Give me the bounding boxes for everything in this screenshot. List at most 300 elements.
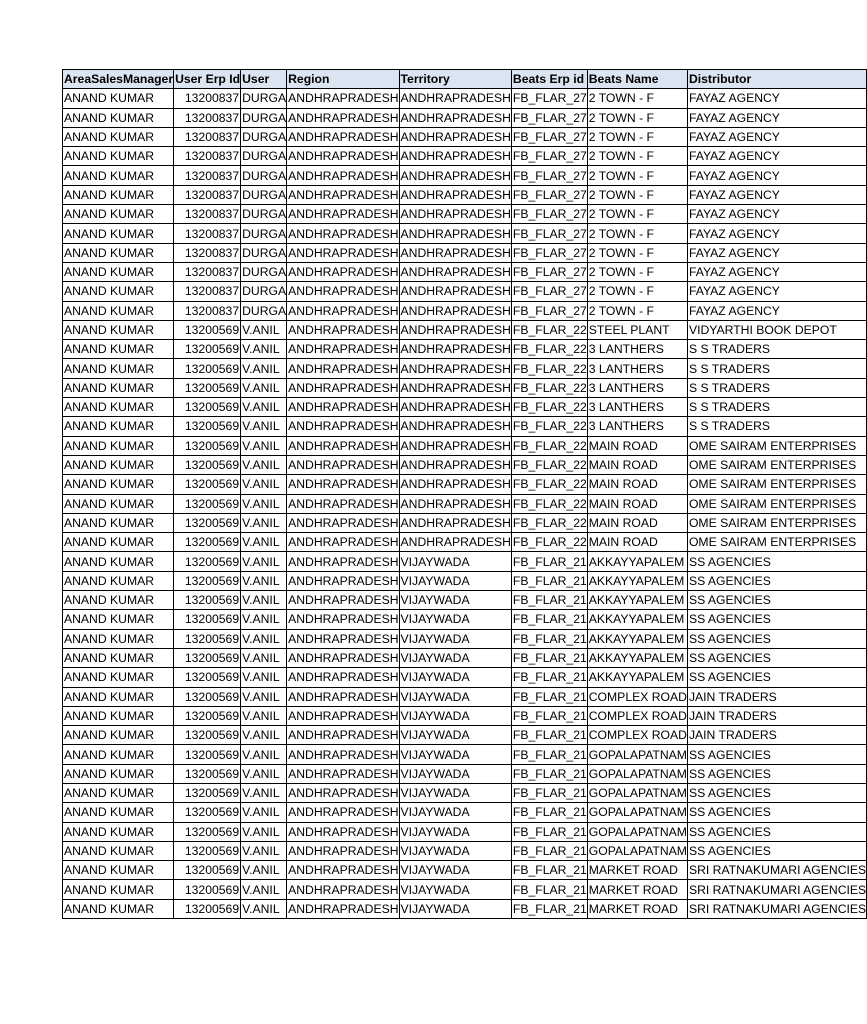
region-cell[interactable]: ANDHRAPRADESH	[287, 668, 399, 687]
distributor-cell[interactable]: FAYAZ AGENCY	[687, 89, 866, 108]
user-erp-id-cell[interactable]: 13200569	[174, 398, 241, 417]
column-header[interactable]: Distributor	[687, 70, 866, 89]
region-cell[interactable]: ANDHRAPRADESH	[287, 436, 399, 455]
territory-cell[interactable]: ANDHRAPRADESH	[399, 513, 511, 532]
beats-name-cell[interactable]: COMPLEX ROAD	[587, 687, 687, 706]
user-erp-id-cell[interactable]: 13200569	[174, 745, 241, 764]
distributor-cell[interactable]: FAYAZ AGENCY	[687, 262, 866, 281]
distributor-cell[interactable]: JAIN TRADERS	[687, 687, 866, 706]
beats-erp-id-cell[interactable]: FB_FLAR_21	[511, 861, 587, 880]
user-erp-id-cell[interactable]: 13200569	[174, 687, 241, 706]
area-sales-manager-cell[interactable]: ANAND KUMAR	[63, 340, 174, 359]
distributor-cell[interactable]: OME SAIRAM ENTERPRISES	[687, 513, 866, 532]
territory-cell[interactable]: VIJAYWADA	[399, 861, 511, 880]
area-sales-manager-cell[interactable]: ANAND KUMAR	[63, 243, 174, 262]
user-erp-id-cell[interactable]: 13200569	[174, 359, 241, 378]
beats-erp-id-cell[interactable]: FB_FLAR_22	[511, 398, 587, 417]
area-sales-manager-cell[interactable]: ANAND KUMAR	[63, 89, 174, 108]
user-erp-id-cell[interactable]: 13200569	[174, 841, 241, 860]
beats-erp-id-cell[interactable]: FB_FLAR_22	[511, 533, 587, 552]
distributor-cell[interactable]: JAIN TRADERS	[687, 726, 866, 745]
distributor-cell[interactable]: SS AGENCIES	[687, 648, 866, 667]
area-sales-manager-cell[interactable]: ANAND KUMAR	[63, 764, 174, 783]
territory-cell[interactable]: ANDHRAPRADESH	[399, 340, 511, 359]
user-cell[interactable]: V.ANIL	[241, 899, 287, 918]
user-erp-id-cell[interactable]: 13200837	[174, 166, 241, 185]
region-cell[interactable]: ANDHRAPRADESH	[287, 417, 399, 436]
beats-name-cell[interactable]: 3 LANTHERS	[587, 340, 687, 359]
territory-cell[interactable]: VIJAYWADA	[399, 610, 511, 629]
beats-erp-id-cell[interactable]: FB_FLAR_22	[511, 513, 587, 532]
user-erp-id-cell[interactable]: 13200569	[174, 783, 241, 802]
area-sales-manager-cell[interactable]: ANAND KUMAR	[63, 166, 174, 185]
user-erp-id-cell[interactable]: 13200569	[174, 340, 241, 359]
user-cell[interactable]: V.ANIL	[241, 533, 287, 552]
distributor-cell[interactable]: OME SAIRAM ENTERPRISES	[687, 533, 866, 552]
beats-erp-id-cell[interactable]: FB_FLAR_21	[511, 571, 587, 590]
user-cell[interactable]: V.ANIL	[241, 706, 287, 725]
distributor-cell[interactable]: OME SAIRAM ENTERPRISES	[687, 475, 866, 494]
beats-name-cell[interactable]: GOPALAPATNAM	[587, 803, 687, 822]
user-cell[interactable]: V.ANIL	[241, 783, 287, 802]
user-erp-id-cell[interactable]: 13200837	[174, 89, 241, 108]
beats-erp-id-cell[interactable]: FB_FLAR_27	[511, 127, 587, 146]
distributor-cell[interactable]: FAYAZ AGENCY	[687, 108, 866, 127]
region-cell[interactable]: ANDHRAPRADESH	[287, 282, 399, 301]
user-erp-id-cell[interactable]: 13200569	[174, 591, 241, 610]
user-cell[interactable]: V.ANIL	[241, 436, 287, 455]
area-sales-manager-cell[interactable]: ANAND KUMAR	[63, 475, 174, 494]
territory-cell[interactable]: ANDHRAPRADESH	[399, 262, 511, 281]
territory-cell[interactable]: ANDHRAPRADESH	[399, 127, 511, 146]
user-erp-id-cell[interactable]: 13200569	[174, 706, 241, 725]
beats-erp-id-cell[interactable]: FB_FLAR_21	[511, 803, 587, 822]
user-erp-id-cell[interactable]: 13200569	[174, 899, 241, 918]
beats-erp-id-cell[interactable]: FB_FLAR_27	[511, 282, 587, 301]
region-cell[interactable]: ANDHRAPRADESH	[287, 571, 399, 590]
area-sales-manager-cell[interactable]: ANAND KUMAR	[63, 108, 174, 127]
user-cell[interactable]: V.ANIL	[241, 764, 287, 783]
beats-name-cell[interactable]: MAIN ROAD	[587, 533, 687, 552]
column-header[interactable]: Region	[287, 70, 399, 89]
territory-cell[interactable]: ANDHRAPRADESH	[399, 455, 511, 474]
beats-name-cell[interactable]: 2 TOWN - F	[587, 108, 687, 127]
territory-cell[interactable]: VIJAYWADA	[399, 571, 511, 590]
user-erp-id-cell[interactable]: 13200837	[174, 127, 241, 146]
user-cell[interactable]: V.ANIL	[241, 726, 287, 745]
region-cell[interactable]: ANDHRAPRADESH	[287, 340, 399, 359]
territory-cell[interactable]: ANDHRAPRADESH	[399, 301, 511, 320]
beats-name-cell[interactable]: 2 TOWN - F	[587, 127, 687, 146]
user-cell[interactable]: V.ANIL	[241, 822, 287, 841]
region-cell[interactable]: ANDHRAPRADESH	[287, 301, 399, 320]
user-erp-id-cell[interactable]: 13200837	[174, 108, 241, 127]
territory-cell[interactable]: ANDHRAPRADESH	[399, 243, 511, 262]
area-sales-manager-cell[interactable]: ANAND KUMAR	[63, 185, 174, 204]
user-erp-id-cell[interactable]: 13200569	[174, 571, 241, 590]
distributor-cell[interactable]: FAYAZ AGENCY	[687, 127, 866, 146]
region-cell[interactable]: ANDHRAPRADESH	[287, 726, 399, 745]
beats-name-cell[interactable]: COMPLEX ROAD	[587, 726, 687, 745]
beats-name-cell[interactable]: MARKET ROAD	[587, 861, 687, 880]
user-erp-id-cell[interactable]: 13200569	[174, 610, 241, 629]
user-cell[interactable]: V.ANIL	[241, 841, 287, 860]
area-sales-manager-cell[interactable]: ANAND KUMAR	[63, 822, 174, 841]
beats-name-cell[interactable]: AKKAYYAPALEM	[587, 668, 687, 687]
distributor-cell[interactable]: FAYAZ AGENCY	[687, 224, 866, 243]
beats-name-cell[interactable]: GOPALAPATNAM	[587, 764, 687, 783]
beats-erp-id-cell[interactable]: FB_FLAR_22	[511, 378, 587, 397]
distributor-cell[interactable]: SS AGENCIES	[687, 822, 866, 841]
beats-erp-id-cell[interactable]: FB_FLAR_21	[511, 648, 587, 667]
beats-name-cell[interactable]: 3 LANTHERS	[587, 398, 687, 417]
beats-erp-id-cell[interactable]: FB_FLAR_22	[511, 494, 587, 513]
region-cell[interactable]: ANDHRAPRADESH	[287, 803, 399, 822]
region-cell[interactable]: ANDHRAPRADESH	[287, 880, 399, 899]
territory-cell[interactable]: ANDHRAPRADESH	[399, 89, 511, 108]
territory-cell[interactable]: VIJAYWADA	[399, 706, 511, 725]
region-cell[interactable]: ANDHRAPRADESH	[287, 224, 399, 243]
region-cell[interactable]: ANDHRAPRADESH	[287, 706, 399, 725]
territory-cell[interactable]: VIJAYWADA	[399, 687, 511, 706]
beats-name-cell[interactable]: MAIN ROAD	[587, 475, 687, 494]
area-sales-manager-cell[interactable]: ANAND KUMAR	[63, 359, 174, 378]
user-erp-id-cell[interactable]: 13200569	[174, 533, 241, 552]
user-erp-id-cell[interactable]: 13200569	[174, 320, 241, 339]
distributor-cell[interactable]: FAYAZ AGENCY	[687, 282, 866, 301]
territory-cell[interactable]: ANDHRAPRADESH	[399, 108, 511, 127]
beats-erp-id-cell[interactable]: FB_FLAR_21	[511, 783, 587, 802]
region-cell[interactable]: ANDHRAPRADESH	[287, 899, 399, 918]
region-cell[interactable]: ANDHRAPRADESH	[287, 378, 399, 397]
area-sales-manager-cell[interactable]: ANAND KUMAR	[63, 899, 174, 918]
area-sales-manager-cell[interactable]: ANAND KUMAR	[63, 552, 174, 571]
user-cell[interactable]: DURGA	[241, 262, 287, 281]
beats-name-cell[interactable]: AKKAYYAPALEM	[587, 571, 687, 590]
user-erp-id-cell[interactable]: 13200569	[174, 494, 241, 513]
user-cell[interactable]: DURGA	[241, 147, 287, 166]
territory-cell[interactable]: ANDHRAPRADESH	[399, 398, 511, 417]
distributor-cell[interactable]: SS AGENCIES	[687, 629, 866, 648]
user-erp-id-cell[interactable]: 13200837	[174, 224, 241, 243]
beats-erp-id-cell[interactable]: FB_FLAR_27	[511, 166, 587, 185]
beats-name-cell[interactable]: MAIN ROAD	[587, 494, 687, 513]
user-cell[interactable]: V.ANIL	[241, 513, 287, 532]
area-sales-manager-cell[interactable]: ANAND KUMAR	[63, 282, 174, 301]
beats-erp-id-cell[interactable]: FB_FLAR_27	[511, 224, 587, 243]
area-sales-manager-cell[interactable]: ANAND KUMAR	[63, 706, 174, 725]
user-erp-id-cell[interactable]: 13200569	[174, 629, 241, 648]
beats-name-cell[interactable]: MAIN ROAD	[587, 513, 687, 532]
beats-erp-id-cell[interactable]: FB_FLAR_21	[511, 764, 587, 783]
area-sales-manager-cell[interactable]: ANAND KUMAR	[63, 436, 174, 455]
user-cell[interactable]: V.ANIL	[241, 455, 287, 474]
territory-cell[interactable]: ANDHRAPRADESH	[399, 282, 511, 301]
distributor-cell[interactable]: SS AGENCIES	[687, 610, 866, 629]
area-sales-manager-cell[interactable]: ANAND KUMAR	[63, 147, 174, 166]
user-erp-id-cell[interactable]: 13200569	[174, 552, 241, 571]
territory-cell[interactable]: VIJAYWADA	[399, 552, 511, 571]
beats-erp-id-cell[interactable]: FB_FLAR_21	[511, 610, 587, 629]
user-erp-id-cell[interactable]: 13200569	[174, 455, 241, 474]
region-cell[interactable]: ANDHRAPRADESH	[287, 455, 399, 474]
territory-cell[interactable]: VIJAYWADA	[399, 629, 511, 648]
region-cell[interactable]: ANDHRAPRADESH	[287, 629, 399, 648]
beats-name-cell[interactable]: 3 LANTHERS	[587, 378, 687, 397]
distributor-cell[interactable]: S S TRADERS	[687, 417, 866, 436]
distributor-cell[interactable]: SS AGENCIES	[687, 552, 866, 571]
distributor-cell[interactable]: SS AGENCIES	[687, 783, 866, 802]
region-cell[interactable]: ANDHRAPRADESH	[287, 591, 399, 610]
territory-cell[interactable]: ANDHRAPRADESH	[399, 166, 511, 185]
region-cell[interactable]: ANDHRAPRADESH	[287, 513, 399, 532]
territory-cell[interactable]: ANDHRAPRADESH	[399, 475, 511, 494]
user-cell[interactable]: DURGA	[241, 205, 287, 224]
territory-cell[interactable]: VIJAYWADA	[399, 880, 511, 899]
region-cell[interactable]: ANDHRAPRADESH	[287, 147, 399, 166]
user-cell[interactable]: V.ANIL	[241, 880, 287, 899]
beats-erp-id-cell[interactable]: FB_FLAR_27	[511, 262, 587, 281]
user-erp-id-cell[interactable]: 13200837	[174, 262, 241, 281]
region-cell[interactable]: ANDHRAPRADESH	[287, 320, 399, 339]
territory-cell[interactable]: ANDHRAPRADESH	[399, 378, 511, 397]
distributor-cell[interactable]: SS AGENCIES	[687, 841, 866, 860]
user-cell[interactable]: V.ANIL	[241, 745, 287, 764]
column-header[interactable]: AreaSalesManager	[63, 70, 174, 89]
beats-name-cell[interactable]: COMPLEX ROAD	[587, 706, 687, 725]
user-cell[interactable]: DURGA	[241, 301, 287, 320]
beats-erp-id-cell[interactable]: FB_FLAR_21	[511, 706, 587, 725]
distributor-cell[interactable]: SRI RATNAKUMARI AGENCIES	[687, 880, 866, 899]
user-cell[interactable]: V.ANIL	[241, 552, 287, 571]
area-sales-manager-cell[interactable]: ANAND KUMAR	[63, 841, 174, 860]
user-cell[interactable]: V.ANIL	[241, 629, 287, 648]
area-sales-manager-cell[interactable]: ANAND KUMAR	[63, 398, 174, 417]
region-cell[interactable]: ANDHRAPRADESH	[287, 475, 399, 494]
distributor-cell[interactable]: FAYAZ AGENCY	[687, 147, 866, 166]
beats-erp-id-cell[interactable]: FB_FLAR_27	[511, 89, 587, 108]
territory-cell[interactable]: ANDHRAPRADESH	[399, 185, 511, 204]
region-cell[interactable]: ANDHRAPRADESH	[287, 745, 399, 764]
territory-cell[interactable]: VIJAYWADA	[399, 764, 511, 783]
beats-erp-id-cell[interactable]: FB_FLAR_22	[511, 475, 587, 494]
user-erp-id-cell[interactable]: 13200569	[174, 726, 241, 745]
region-cell[interactable]: ANDHRAPRADESH	[287, 108, 399, 127]
beats-name-cell[interactable]: AKKAYYAPALEM	[587, 591, 687, 610]
user-erp-id-cell[interactable]: 13200837	[174, 147, 241, 166]
user-erp-id-cell[interactable]: 13200837	[174, 243, 241, 262]
beats-name-cell[interactable]: 2 TOWN - F	[587, 147, 687, 166]
beats-erp-id-cell[interactable]: FB_FLAR_22	[511, 455, 587, 474]
territory-cell[interactable]: ANDHRAPRADESH	[399, 494, 511, 513]
user-erp-id-cell[interactable]: 13200569	[174, 417, 241, 436]
beats-name-cell[interactable]: AKKAYYAPALEM	[587, 629, 687, 648]
beats-name-cell[interactable]: 2 TOWN - F	[587, 243, 687, 262]
distributor-cell[interactable]: FAYAZ AGENCY	[687, 243, 866, 262]
user-cell[interactable]: V.ANIL	[241, 340, 287, 359]
region-cell[interactable]: ANDHRAPRADESH	[287, 764, 399, 783]
distributor-cell[interactable]: SS AGENCIES	[687, 571, 866, 590]
area-sales-manager-cell[interactable]: ANAND KUMAR	[63, 668, 174, 687]
area-sales-manager-cell[interactable]: ANAND KUMAR	[63, 610, 174, 629]
beats-erp-id-cell[interactable]: FB_FLAR_22	[511, 417, 587, 436]
beats-erp-id-cell[interactable]: FB_FLAR_21	[511, 822, 587, 841]
area-sales-manager-cell[interactable]: ANAND KUMAR	[63, 301, 174, 320]
distributor-cell[interactable]: SS AGENCIES	[687, 668, 866, 687]
area-sales-manager-cell[interactable]: ANAND KUMAR	[63, 591, 174, 610]
user-erp-id-cell[interactable]: 13200569	[174, 648, 241, 667]
beats-name-cell[interactable]: 2 TOWN - F	[587, 205, 687, 224]
user-cell[interactable]: V.ANIL	[241, 668, 287, 687]
area-sales-manager-cell[interactable]: ANAND KUMAR	[63, 205, 174, 224]
beats-erp-id-cell[interactable]: FB_FLAR_22	[511, 436, 587, 455]
user-cell[interactable]: V.ANIL	[241, 398, 287, 417]
region-cell[interactable]: ANDHRAPRADESH	[287, 687, 399, 706]
area-sales-manager-cell[interactable]: ANAND KUMAR	[63, 745, 174, 764]
region-cell[interactable]: ANDHRAPRADESH	[287, 166, 399, 185]
user-erp-id-cell[interactable]: 13200569	[174, 436, 241, 455]
user-cell[interactable]: DURGA	[241, 127, 287, 146]
beats-name-cell[interactable]: 2 TOWN - F	[587, 262, 687, 281]
distributor-cell[interactable]: SS AGENCIES	[687, 745, 866, 764]
territory-cell[interactable]: VIJAYWADA	[399, 726, 511, 745]
column-header[interactable]: Territory	[399, 70, 511, 89]
beats-erp-id-cell[interactable]: FB_FLAR_21	[511, 629, 587, 648]
beats-name-cell[interactable]: MAIN ROAD	[587, 436, 687, 455]
beats-name-cell[interactable]: 2 TOWN - F	[587, 89, 687, 108]
user-cell[interactable]: DURGA	[241, 224, 287, 243]
beats-erp-id-cell[interactable]: FB_FLAR_21	[511, 552, 587, 571]
territory-cell[interactable]: VIJAYWADA	[399, 803, 511, 822]
region-cell[interactable]: ANDHRAPRADESH	[287, 861, 399, 880]
beats-name-cell[interactable]: MARKET ROAD	[587, 899, 687, 918]
user-cell[interactable]: DURGA	[241, 282, 287, 301]
user-erp-id-cell[interactable]: 13200569	[174, 475, 241, 494]
user-erp-id-cell[interactable]: 13200837	[174, 301, 241, 320]
territory-cell[interactable]: VIJAYWADA	[399, 899, 511, 918]
user-cell[interactable]: V.ANIL	[241, 417, 287, 436]
user-cell[interactable]: V.ANIL	[241, 320, 287, 339]
region-cell[interactable]: ANDHRAPRADESH	[287, 494, 399, 513]
beats-erp-id-cell[interactable]: FB_FLAR_21	[511, 880, 587, 899]
region-cell[interactable]: ANDHRAPRADESH	[287, 648, 399, 667]
user-erp-id-cell[interactable]: 13200569	[174, 513, 241, 532]
user-erp-id-cell[interactable]: 13200569	[174, 764, 241, 783]
area-sales-manager-cell[interactable]: ANAND KUMAR	[63, 861, 174, 880]
user-cell[interactable]: V.ANIL	[241, 687, 287, 706]
beats-erp-id-cell[interactable]: FB_FLAR_21	[511, 591, 587, 610]
user-cell[interactable]: V.ANIL	[241, 861, 287, 880]
distributor-cell[interactable]: FAYAZ AGENCY	[687, 205, 866, 224]
beats-erp-id-cell[interactable]: FB_FLAR_27	[511, 108, 587, 127]
territory-cell[interactable]: ANDHRAPRADESH	[399, 224, 511, 243]
territory-cell[interactable]: ANDHRAPRADESH	[399, 147, 511, 166]
distributor-cell[interactable]: FAYAZ AGENCY	[687, 185, 866, 204]
beats-erp-id-cell[interactable]: FB_FLAR_22	[511, 359, 587, 378]
column-header[interactable]: Beats Name	[587, 70, 687, 89]
area-sales-manager-cell[interactable]: ANAND KUMAR	[63, 648, 174, 667]
beats-name-cell[interactable]: AKKAYYAPALEM	[587, 648, 687, 667]
area-sales-manager-cell[interactable]: ANAND KUMAR	[63, 513, 174, 532]
beats-erp-id-cell[interactable]: FB_FLAR_22	[511, 340, 587, 359]
user-erp-id-cell[interactable]: 13200569	[174, 822, 241, 841]
user-cell[interactable]: V.ANIL	[241, 803, 287, 822]
beats-name-cell[interactable]: MARKET ROAD	[587, 880, 687, 899]
beats-erp-id-cell[interactable]: FB_FLAR_27	[511, 205, 587, 224]
distributor-cell[interactable]: JAIN TRADERS	[687, 706, 866, 725]
region-cell[interactable]: ANDHRAPRADESH	[287, 89, 399, 108]
region-cell[interactable]: ANDHRAPRADESH	[287, 205, 399, 224]
user-erp-id-cell[interactable]: 13200569	[174, 803, 241, 822]
distributor-cell[interactable]: SS AGENCIES	[687, 803, 866, 822]
beats-name-cell[interactable]: 3 LANTHERS	[587, 359, 687, 378]
region-cell[interactable]: ANDHRAPRADESH	[287, 841, 399, 860]
territory-cell[interactable]: VIJAYWADA	[399, 841, 511, 860]
beats-name-cell[interactable]: 2 TOWN - F	[587, 185, 687, 204]
area-sales-manager-cell[interactable]: ANAND KUMAR	[63, 455, 174, 474]
user-erp-id-cell[interactable]: 13200837	[174, 205, 241, 224]
user-cell[interactable]: V.ANIL	[241, 610, 287, 629]
column-header[interactable]: User Erp Id	[174, 70, 241, 89]
beats-name-cell[interactable]: AKKAYYAPALEM	[587, 610, 687, 629]
region-cell[interactable]: ANDHRAPRADESH	[287, 822, 399, 841]
user-cell[interactable]: DURGA	[241, 108, 287, 127]
beats-erp-id-cell[interactable]: FB_FLAR_21	[511, 745, 587, 764]
territory-cell[interactable]: ANDHRAPRADESH	[399, 436, 511, 455]
beats-name-cell[interactable]: STEEL PLANT	[587, 320, 687, 339]
territory-cell[interactable]: ANDHRAPRADESH	[399, 359, 511, 378]
distributor-cell[interactable]: OME SAIRAM ENTERPRISES	[687, 436, 866, 455]
distributor-cell[interactable]: FAYAZ AGENCY	[687, 301, 866, 320]
area-sales-manager-cell[interactable]: ANAND KUMAR	[63, 378, 174, 397]
beats-erp-id-cell[interactable]: FB_FLAR_27	[511, 147, 587, 166]
region-cell[interactable]: ANDHRAPRADESH	[287, 243, 399, 262]
region-cell[interactable]: ANDHRAPRADESH	[287, 610, 399, 629]
distributor-cell[interactable]: S S TRADERS	[687, 378, 866, 397]
beats-name-cell[interactable]: 3 LANTHERS	[587, 417, 687, 436]
area-sales-manager-cell[interactable]: ANAND KUMAR	[63, 803, 174, 822]
territory-cell[interactable]: ANDHRAPRADESH	[399, 533, 511, 552]
region-cell[interactable]: ANDHRAPRADESH	[287, 398, 399, 417]
area-sales-manager-cell[interactable]: ANAND KUMAR	[63, 320, 174, 339]
beats-name-cell[interactable]: GOPALAPATNAM	[587, 822, 687, 841]
beats-erp-id-cell[interactable]: FB_FLAR_27	[511, 243, 587, 262]
user-cell[interactable]: V.ANIL	[241, 378, 287, 397]
region-cell[interactable]: ANDHRAPRADESH	[287, 359, 399, 378]
user-cell[interactable]: V.ANIL	[241, 359, 287, 378]
beats-erp-id-cell[interactable]: FB_FLAR_22	[511, 320, 587, 339]
beats-erp-id-cell[interactable]: FB_FLAR_21	[511, 726, 587, 745]
distributor-cell[interactable]: OME SAIRAM ENTERPRISES	[687, 494, 866, 513]
region-cell[interactable]: ANDHRAPRADESH	[287, 533, 399, 552]
user-erp-id-cell[interactable]: 13200837	[174, 282, 241, 301]
area-sales-manager-cell[interactable]: ANAND KUMAR	[63, 224, 174, 243]
area-sales-manager-cell[interactable]: ANAND KUMAR	[63, 880, 174, 899]
distributor-cell[interactable]: S S TRADERS	[687, 359, 866, 378]
territory-cell[interactable]: VIJAYWADA	[399, 783, 511, 802]
user-erp-id-cell[interactable]: 13200569	[174, 668, 241, 687]
beats-erp-id-cell[interactable]: FB_FLAR_21	[511, 687, 587, 706]
user-cell[interactable]: V.ANIL	[241, 648, 287, 667]
territory-cell[interactable]: ANDHRAPRADESH	[399, 205, 511, 224]
territory-cell[interactable]: ANDHRAPRADESH	[399, 320, 511, 339]
region-cell[interactable]: ANDHRAPRADESH	[287, 185, 399, 204]
distributor-cell[interactable]: SRI RATNAKUMARI AGENCIES	[687, 899, 866, 918]
distributor-cell[interactable]: SS AGENCIES	[687, 591, 866, 610]
beats-erp-id-cell[interactable]: FB_FLAR_27	[511, 185, 587, 204]
user-erp-id-cell[interactable]: 13200837	[174, 185, 241, 204]
beats-name-cell[interactable]: 2 TOWN - F	[587, 224, 687, 243]
